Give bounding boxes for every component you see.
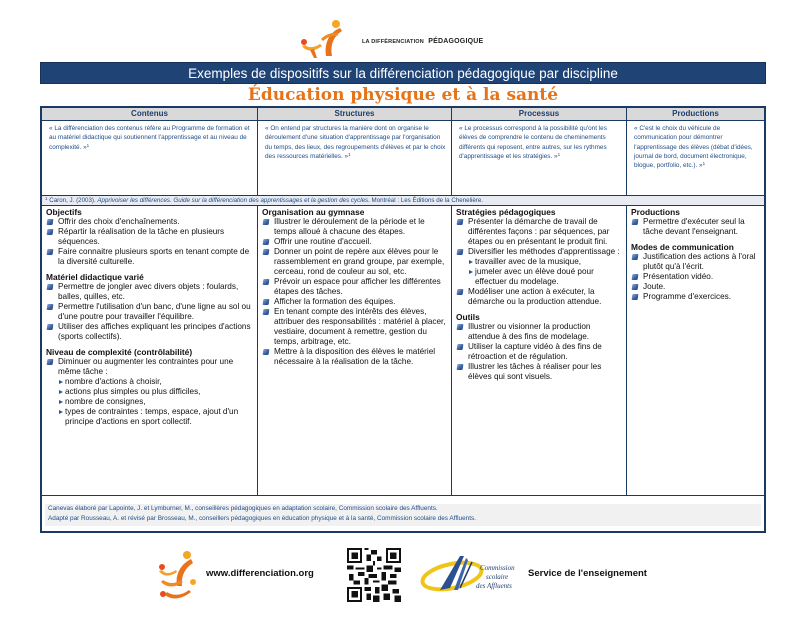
cs-logo-line: scolaire bbox=[486, 573, 509, 581]
header-processus: Processus bbox=[452, 108, 627, 120]
sub-list-item bbox=[58, 387, 254, 397]
sub-list-item bbox=[58, 377, 254, 387]
examples-row bbox=[42, 206, 764, 496]
service-label: Service de l'enseignement bbox=[528, 568, 647, 579]
footnote-mark: 1 bbox=[557, 151, 561, 157]
header-structures: Structures bbox=[258, 108, 452, 120]
list-item-text: Présenter la démarche de travail de différentes façons : par séquences, par étapes ou en présentant le produit fini. bbox=[468, 217, 610, 246]
list-item bbox=[631, 292, 761, 302]
bullet-list bbox=[631, 252, 761, 302]
bullet-icon bbox=[47, 324, 54, 330]
bullet-icon bbox=[263, 249, 270, 255]
bullet-icon bbox=[632, 294, 639, 300]
list-item-text: Illustrer le déroulement de la période et le temps alloué à chacune des étapes. bbox=[274, 217, 425, 236]
list-item bbox=[262, 247, 448, 277]
reference-publisher: . Montréal : Les Éditions de la Chenelière. bbox=[368, 197, 483, 204]
list-item-text: Mettre à la disposition des élèves le matériel nécessaire à la réalisation de la tâche. bbox=[274, 347, 436, 366]
sub-list-item-text: types de contraintes : temps, espace, ajout d'un principe d'actions en sport collectif. bbox=[65, 407, 239, 426]
cs-logo-line: des Affluents bbox=[476, 582, 512, 590]
dancing-figures-logo-icon bbox=[296, 18, 356, 58]
column-contenus bbox=[42, 206, 258, 495]
bullet-icon bbox=[263, 299, 270, 305]
bullet-icon bbox=[47, 284, 54, 290]
credit-line: Canevas élaboré par Lapointe, J. et Lymburner, M., conseillères pédagogiques en adaptation scolaire, Commission scolaire des Affluents. bbox=[48, 505, 438, 512]
column-productions bbox=[627, 206, 764, 495]
sub-list-item bbox=[468, 257, 623, 267]
bullet-list bbox=[631, 217, 761, 237]
list-item-text: Présentation vidéo. bbox=[643, 272, 714, 281]
list-item bbox=[46, 217, 254, 227]
list-item-text: Permettre l'utilisation d'un banc, d'une ligne au sol ou d'une poutre pour travailler l'équilibre. bbox=[58, 302, 251, 321]
bullet-icon bbox=[47, 249, 54, 255]
list-item-text: Permettre de jongler avec divers objets : foulards, balles, quilles, etc. bbox=[58, 282, 239, 301]
bullet-icon bbox=[263, 219, 270, 225]
bullet-icon bbox=[47, 219, 54, 225]
footer bbox=[0, 538, 800, 618]
header-productions: Productions bbox=[672, 109, 719, 118]
list-item-text: Justification des actions à l'oral plutôt qu'à l'écrit. bbox=[643, 252, 756, 271]
bullet-icon bbox=[47, 229, 54, 235]
section-title: Productions bbox=[631, 207, 680, 217]
list-item bbox=[631, 282, 761, 292]
bullet-icon bbox=[457, 289, 464, 295]
bullet-icon bbox=[457, 219, 464, 225]
bullet-icon bbox=[457, 344, 464, 350]
bullet-icon bbox=[47, 359, 54, 365]
bullet-icon bbox=[47, 304, 54, 310]
section-title: Objectifs bbox=[46, 207, 82, 217]
list-item-text: Offrir des choix d'enchaînements. bbox=[58, 217, 180, 226]
list-item-text: Diversifier les méthodes d'apprentissage : bbox=[468, 247, 620, 256]
list-item bbox=[46, 227, 254, 247]
column-structures bbox=[258, 206, 452, 495]
list-item bbox=[46, 247, 254, 267]
list-item bbox=[456, 342, 623, 362]
bullet-icon bbox=[632, 254, 639, 260]
sub-list-item-text: travailler avec de la musique, bbox=[475, 257, 582, 266]
reference-row: $^1$ Caron, J. (2003). Apprivoiser les différences. Guide sur la différenciation des apprentissages et la gestion des cycles. Montréal : Les Éditions de la Chenelière. bbox=[42, 196, 764, 206]
triangle-bullet-icon bbox=[59, 410, 63, 414]
bullet-icon bbox=[263, 279, 270, 285]
header-logo bbox=[296, 18, 496, 58]
list-item-text: Modéliser une action à exécuter, la démarche ou la production attendue. bbox=[468, 287, 602, 306]
list-item-text: Offrir une routine d'accueil. bbox=[274, 237, 372, 246]
section-title: Stratégies pédagogiques bbox=[456, 207, 556, 217]
subject-title: Éducation physique et à la santé bbox=[247, 85, 559, 105]
bullet-icon bbox=[632, 274, 639, 280]
list-item bbox=[456, 322, 623, 342]
sub-list-item-text: actions plus simples ou plus difficiles, bbox=[65, 387, 201, 396]
bullet-list bbox=[46, 357, 254, 427]
bullet-icon bbox=[457, 324, 464, 330]
sub-list-item bbox=[58, 397, 254, 407]
list-item bbox=[631, 272, 761, 282]
brand-prefix: LA DIFFÉRENCIATION bbox=[362, 39, 424, 45]
brand-main: PÉDAGOGIQUE bbox=[428, 38, 484, 45]
list-item-text: Répartir la réalisation de la tâche en plusieurs séquences. bbox=[58, 227, 225, 246]
list-item bbox=[262, 277, 448, 297]
bullet-list bbox=[456, 217, 623, 307]
website-link[interactable]: www.differenciation.org bbox=[206, 568, 314, 579]
sub-list bbox=[58, 377, 254, 427]
list-item-text: Diminuer ou augmenter les contraintes pour une même tâche : bbox=[58, 357, 234, 376]
header-contenus: Contenus bbox=[42, 108, 258, 120]
bullet-list bbox=[46, 217, 254, 267]
differentiation-table bbox=[40, 106, 766, 533]
bullet-icon bbox=[457, 249, 464, 255]
triangle-bullet-icon bbox=[469, 270, 473, 274]
list-item bbox=[262, 307, 448, 347]
reference-title: Apprivoiser les différences. Guide sur la différenciation des apprentissages et la gestion des cycles bbox=[97, 197, 369, 204]
bullet-list bbox=[262, 217, 448, 367]
list-item bbox=[46, 282, 254, 302]
list-item-text: Utiliser des affiches expliquant les principes d'actions (sports collectifs). bbox=[58, 322, 251, 341]
reference-author: Caron, J. (2003). bbox=[49, 197, 96, 204]
sub-list bbox=[468, 257, 623, 287]
triangle-bullet-icon bbox=[59, 390, 63, 394]
triangle-bullet-icon bbox=[59, 400, 63, 404]
footnote-mark: 1 bbox=[702, 161, 706, 167]
sub-list-item-text: jumeler avec un élève doué pour effectuer du modelage. bbox=[475, 267, 594, 286]
sub-list-item-text: nombre d'actions à choisir, bbox=[65, 377, 162, 386]
footnote-mark: 1 bbox=[348, 151, 351, 157]
list-item bbox=[46, 322, 254, 342]
cs-logo-line: Commission bbox=[480, 564, 515, 572]
sub-list-item bbox=[468, 267, 623, 287]
list-item-text: Illustrer ou visionner la production attendue à des fins de modelage. bbox=[468, 322, 591, 341]
table-header-row bbox=[42, 108, 764, 121]
bullet-icon bbox=[457, 364, 464, 370]
section-title: Niveau de complexité (contrôlabilité) bbox=[46, 347, 193, 357]
sub-list-item bbox=[58, 407, 254, 427]
bullet-icon bbox=[263, 309, 270, 315]
list-item bbox=[456, 362, 623, 382]
bullet-icon bbox=[263, 349, 270, 355]
credits-box bbox=[42, 501, 764, 527]
definition-contenus: « La différenciation des contenus réfère au Programme de formation et au matériel didactique qui soutiennent l'apprentissage et au niveau de complexité. »$^1$ bbox=[42, 121, 258, 195]
section-title: Organisation au gymnase bbox=[262, 207, 365, 217]
credit-line: Adapté par Rousseau, A. et révisé par Brosseau, M., conseillers pédagogiques en éducation physique et à la santé, Commission scolaire des Affluents. bbox=[48, 515, 476, 522]
list-item bbox=[46, 302, 254, 322]
bullet-list bbox=[46, 282, 254, 342]
definition-processus: « Le processus correspond à la possibilité qu'ont les élèves de comprendre le contenu de cheminements différents qui reposent, entre autres, sur les rythmes d'apprentissage et les stratégies. »$^1$ bbox=[452, 121, 627, 195]
section-title: Modes de communication bbox=[631, 242, 734, 252]
definition-productions: « C'est le choix du véhicule de communication pour démontrer l'apprentissage des élèves (débat d'idées, journal de bord, document électronique, blogue, portfolio, etc.). »$^1$ bbox=[634, 125, 753, 170]
bullet-icon bbox=[632, 284, 639, 290]
list-item-text: Joute. bbox=[643, 282, 666, 291]
list-item-text: Donner un point de repère aux élèves pour le rassemblement en grand groupe, par exemple, cerceau, rond de couleur au sol, etc. bbox=[274, 247, 445, 276]
list-item bbox=[262, 237, 448, 247]
list-item bbox=[456, 247, 623, 287]
triangle-bullet-icon bbox=[59, 380, 63, 384]
section-title: Outils bbox=[456, 312, 480, 322]
list-item-text: Faire connaitre plusieurs sports en tenant compte de la diversité culturelle. bbox=[58, 247, 250, 266]
list-item-text: Utiliser la capture vidéo à des fins de rétroaction et de régulation. bbox=[468, 342, 602, 361]
bullet-icon bbox=[632, 219, 639, 225]
list-item-text: Afficher la formation des équipes. bbox=[274, 297, 396, 306]
list-item-text: En tenant compte des intérêts des élèves, attribuer des responsabilités : matériel à placer, vestiaire, document à remettre, gestion du temps, arbitrage, etc. bbox=[274, 307, 446, 346]
list-item bbox=[262, 347, 448, 367]
list-item bbox=[631, 217, 761, 237]
definition-structures: « On entend par structures la manière dont on organise le déroulement d'une situation d'apprentissage par l'organisation du temps, des lieux, des regroupements d'élèves et par le choix des ressources matérielles. »$^1$ bbox=[258, 121, 452, 195]
section-title: Matériel didactique varié bbox=[46, 272, 144, 282]
list-item-text: Permettre d'exécuter seul la tâche devant l'enseignant. bbox=[643, 217, 745, 236]
list-item-text: Programme d'exercices. bbox=[643, 292, 732, 301]
column-processus bbox=[452, 206, 627, 495]
list-item bbox=[262, 217, 448, 237]
list-item bbox=[631, 252, 761, 272]
list-item bbox=[456, 287, 623, 307]
list-item-text: Prévoir un espace pour afficher les différentes étapes des tâches. bbox=[274, 277, 441, 296]
footnote-mark: 1 bbox=[86, 142, 90, 148]
qr-code-icon bbox=[347, 548, 401, 602]
bullet-icon bbox=[263, 239, 270, 245]
sub-list-item-text: nombre de consignes, bbox=[65, 397, 146, 406]
banner-title: Exemples de dispositifs sur la différenciation pédagogique par discipline bbox=[40, 62, 766, 84]
definitions-row bbox=[42, 121, 764, 196]
list-item bbox=[456, 217, 623, 247]
differenciation-logo-icon bbox=[155, 550, 201, 602]
commission-scolaire-logo-icon bbox=[420, 550, 520, 602]
list-item bbox=[262, 297, 448, 307]
list-item bbox=[46, 357, 254, 427]
list-item-text: Illustrer les tâches à réaliser pour les élèves qui sont visuels. bbox=[468, 362, 602, 381]
triangle-bullet-icon bbox=[469, 260, 473, 264]
bullet-list bbox=[456, 322, 623, 382]
